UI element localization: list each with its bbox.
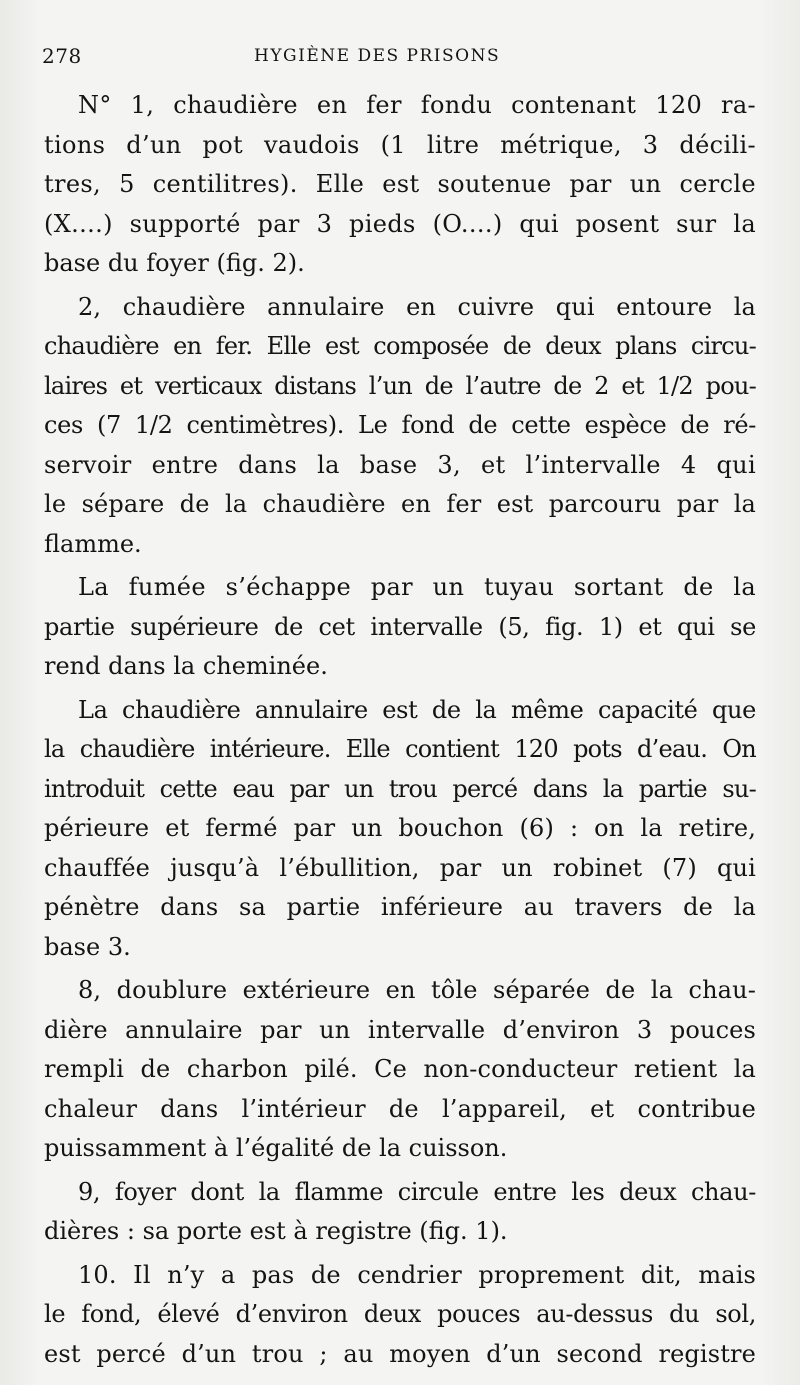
paragraph <box>44 568 756 687</box>
text-line: introduit cette eau par un trou percé dans la partie su- <box>44 774 756 803</box>
text-line: (X....) supporté par 3 pieds (O....) qui posent sur la <box>44 209 756 238</box>
text-line: la chaudière intérieure. Elle contient 120 pots d’eau. On <box>44 735 756 763</box>
text-line: chaudière en fer. Elle est composée de deux plans circu- <box>44 332 756 360</box>
page-number: 278 <box>42 44 82 68</box>
text-line: tres, 5 centilitres). Elle est soutenue par un cercle <box>44 170 756 198</box>
text-line: N° 1, chaudière en fer fondu contenant 120 ra- <box>78 91 756 119</box>
paragraph <box>44 288 756 565</box>
text-line: servoir entre dans la base 3, et l’intervalle 4 qui <box>44 450 756 479</box>
running-title: HYGIÈNE DES PRISONS <box>254 46 501 66</box>
text-line: chaleur dans l’intérieur de l’appareil, et contribue <box>44 1094 756 1123</box>
text-line: le fond, élevé d’environ deux pouces au-dessus du sol, <box>44 1300 756 1328</box>
text-line: dières : sa porte est à registre (fig. 1). <box>44 1217 508 1245</box>
text-line: partie supérieure de cet intervalle (5, fig. 1) et qui se <box>44 612 756 641</box>
text-line: rempli de charbon pilé. Ce non-conducteur retient la <box>44 1055 756 1083</box>
paragraph <box>44 1173 756 1252</box>
text-line: chauffée jusqu’à l’ébullition, par un robinet (7) qui <box>44 853 756 882</box>
text-line: 8, doublure extérieure en tôle séparée de la chau- <box>78 976 756 1004</box>
text-line: pénètre dans sa partie inférieure au travers de la <box>44 893 756 921</box>
text-line: base du foyer (fig. 2). <box>44 249 305 277</box>
text-line: 9, foyer dont la flamme circule entre les deux chau- <box>78 1177 756 1206</box>
paragraph <box>44 86 756 284</box>
text-line: flamme. <box>44 529 142 558</box>
body-text <box>44 86 756 1378</box>
text-line: le sépare de la chaudière en fer est parcouru par la <box>44 490 756 518</box>
text-line: périeure et fermé par un bouchon (6) : on la retire, <box>44 814 756 842</box>
text-line: rend dans la cheminée. <box>44 652 328 680</box>
text-line: base 3. <box>44 932 131 961</box>
text-line: 10. Il n’y a pas de cendrier proprement dit, mais <box>78 1260 756 1289</box>
text-line: tions d’un pot vaudois (1 litre métrique, 3 décili- <box>44 130 756 159</box>
paragraph <box>44 1256 756 1375</box>
text-line: est percé d’un trou ; au moyen d’un second registre <box>44 1339 756 1368</box>
text-line: laires et verticaux distans l’un de l’autre de 2 et 1/2 pou- <box>44 371 756 400</box>
text-line: dière annulaire par un intervalle d’environ 3 pouces <box>44 1015 756 1044</box>
text-line: ces (7 1/2 centimètres). Le fond de cette espèce de ré- <box>44 411 756 439</box>
page-header <box>42 44 758 74</box>
paragraph <box>44 691 756 968</box>
text-line: La chaudière annulaire est de la même capacité que <box>78 695 756 724</box>
text-line: La fumée s’échappe par un tuyau sortant de la <box>78 573 756 601</box>
text-line: puissamment à l’égalité de la cuisson. <box>44 1134 508 1162</box>
text-line: 2, chaudière annulaire en cuivre qui entoure la <box>78 292 756 321</box>
paragraph <box>44 971 756 1169</box>
